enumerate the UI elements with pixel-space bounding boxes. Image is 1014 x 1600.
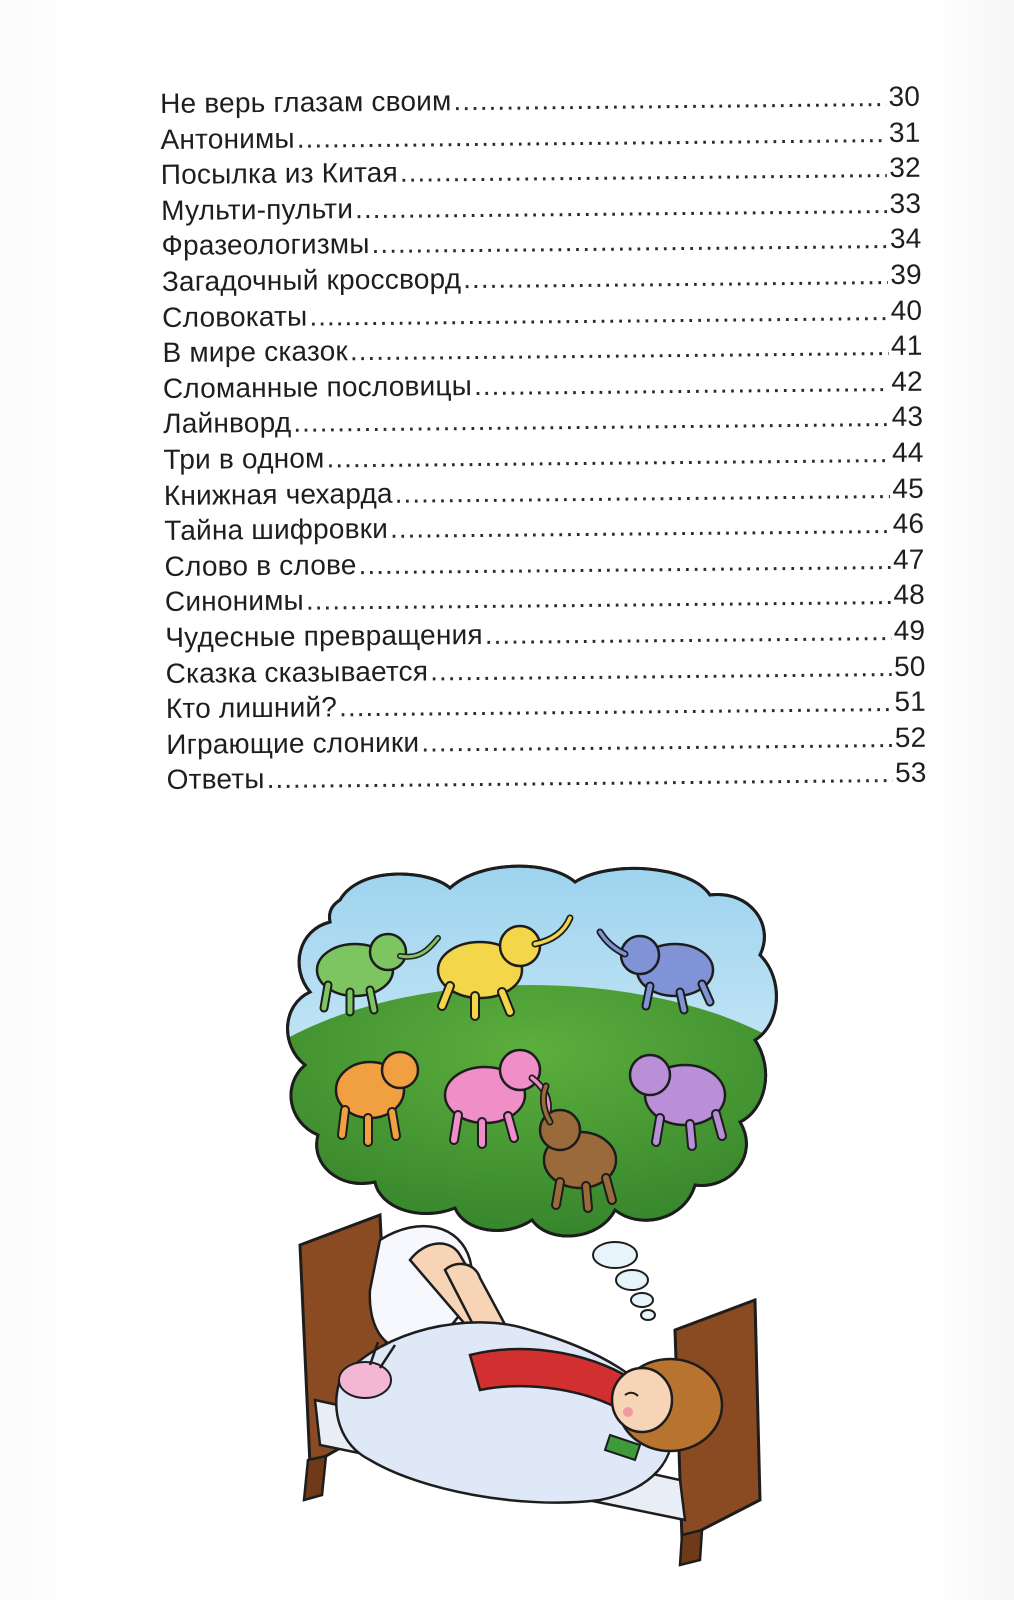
toc-entry-page: 46	[892, 507, 925, 540]
toc-leader-dots	[395, 473, 891, 510]
toc-leader-dots	[306, 579, 892, 617]
toc-entry-page: 49	[893, 614, 926, 646]
toc-entry-title: Сказка сказывается	[165, 654, 429, 689]
toc-entry-title: Чудесные превращения	[165, 618, 483, 653]
toc-leader-dots	[309, 295, 889, 333]
toc-entry-title: Лайнворд	[163, 407, 292, 440]
toc-entry-page: 39	[890, 258, 922, 290]
toc-entry-page: 43	[891, 401, 924, 433]
toc-entry-title: Не верь глазам своим	[160, 85, 452, 119]
toc-leader-dots	[474, 366, 890, 402]
toc-entry-title: Слово в слове	[164, 548, 357, 582]
toc-entry-page: 44	[891, 436, 924, 468]
toc-leader-dots	[453, 81, 886, 117]
toc-entry-page: 30	[888, 80, 921, 113]
toc-leader-dots	[355, 188, 888, 225]
toc-entry-page: 45	[892, 472, 925, 504]
toc-entry-title: Три в одном	[163, 442, 325, 475]
toc-entry-page: 51	[894, 685, 927, 718]
toc-entry[interactable]	[166, 757, 926, 800]
dreaming-child-illustration	[270, 860, 790, 1570]
toc-entry-page: 40	[890, 294, 923, 326]
toc-entry-page: 33	[889, 187, 922, 219]
toc-entry-title: Мульти-пульти	[161, 192, 354, 226]
toc-entry-page: 47	[892, 543, 925, 575]
toc-entry-title: Ответы	[166, 763, 265, 796]
toc-leader-dots	[400, 152, 888, 189]
toc-entry-page: 48	[893, 578, 926, 611]
toc-entry-page: 31	[888, 116, 921, 148]
toc-entry-page: 42	[891, 365, 923, 397]
toc-entry-title: Словокаты	[162, 300, 308, 333]
thought-bubbles	[593, 1242, 655, 1320]
toc-leader-dots	[339, 686, 893, 723]
toc-entry-title: Синонимы	[164, 584, 305, 618]
toc-entry-page: 34	[889, 223, 922, 255]
toc-entry-title: Сломанные пословицы	[162, 369, 473, 404]
toc-leader-dots	[297, 117, 887, 155]
toc-leader-dots	[390, 508, 891, 545]
toc-leader-dots	[350, 330, 889, 367]
toc-entry-title: Загадочный кроссворд	[161, 263, 462, 297]
toc-leader-dots	[485, 615, 892, 651]
toc-leader-dots	[358, 544, 891, 581]
toc-entry-title: В мире сказок	[162, 335, 349, 369]
toc-entry-page: 50	[893, 650, 926, 682]
toc-leader-dots	[430, 651, 892, 687]
toc-entry-title: Посылка из Китая	[160, 156, 399, 191]
toc-entry-title: Антонимы	[160, 122, 295, 155]
table-of-contents	[160, 81, 927, 800]
toc-leader-dots	[421, 722, 893, 759]
toc-leader-dots	[293, 401, 890, 439]
toc-leader-dots	[266, 757, 893, 795]
toc-entry-title: Книжная чехарда	[163, 477, 393, 511]
toc-entry-title: Тайна шифровки	[164, 512, 389, 547]
toc-entry-page: 41	[890, 329, 923, 362]
toc-leader-dots	[463, 259, 888, 295]
toc-leader-dots	[326, 437, 890, 474]
toc-entry-page: 52	[894, 721, 927, 753]
toc-entry-title: Фразеологизмы	[161, 228, 370, 262]
toc-entry-page: 53	[894, 756, 927, 789]
toc-entry-page: 32	[889, 151, 921, 184]
toc-entry-title: Играющие слоники	[166, 726, 420, 760]
toc-entry-title: Кто лишний?	[165, 691, 338, 725]
toc-leader-dots	[371, 223, 888, 260]
